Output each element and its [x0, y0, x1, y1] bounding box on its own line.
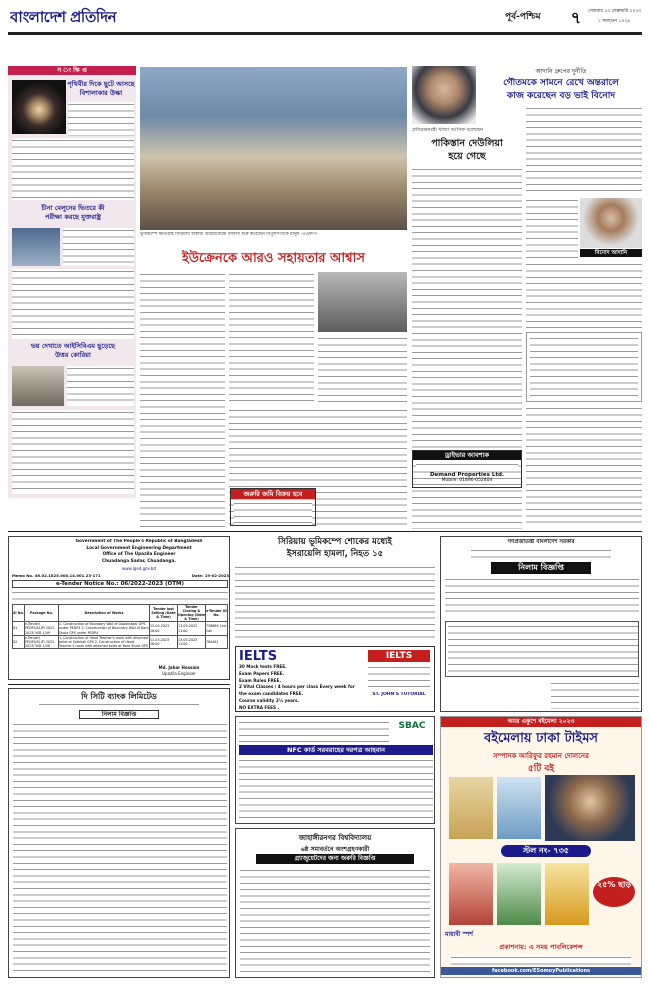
science-headline-1-b: বিশালাকার উল্কা [79, 89, 123, 97]
university-event: ৬ষ্ঠ সমাবর্তনে অংশগ্রহণকারী [300, 846, 370, 853]
sbac-title: NFC কার্ড সরবরাহের দরপত্র আহবান [239, 745, 433, 755]
book-ad-stall: স্টল নং- ৭৩৫ [501, 845, 591, 857]
syria-headline [235, 536, 435, 562]
missile-text [67, 366, 134, 406]
city-bank-notice [8, 688, 230, 978]
ukraine-headline: ইউক্রেনকে আরও সহায়তার আশ্বাস [182, 251, 365, 266]
adani-headline-a: গৌতমকে সামনে রেখে অন্তরালে [503, 78, 619, 88]
masthead-rule [8, 32, 642, 35]
city-bank-address [39, 702, 199, 708]
land-sale-title: জরুরি জমি বিক্রয় হবে [231, 489, 315, 499]
tender-title: e-Tender Notice No.: 06/2022-2023 (OTM) [12, 580, 228, 588]
driver-ad-company: Demand Properties Ltd. [429, 472, 504, 478]
science-headline-1-a: পৃথিবীর দিকে ছুটে আসছে [67, 80, 135, 88]
book-ad-count: ৫টি বই [527, 764, 555, 773]
syria-body [235, 565, 435, 643]
logo-text: বাংলাদেশ প্রতিদিন [10, 8, 117, 26]
tender-intro [12, 590, 228, 603]
city-bank-body [13, 722, 227, 974]
tender-cell: 1. Construction of Head Teacher's room with attached toilet at Satkhali GPS 2. Construction of Head Teacher's room with attached toilet at Boro Shola GPS [59, 635, 149, 648]
ielts-point: 2 Vital Classes / 4 hours per class Every week for the exam candidates FREE. [239, 684, 355, 697]
section-name: পূর্ব-পশ্চিম [505, 12, 541, 22]
book-ad-book-title: মায়াবী স্পর্শ [445, 931, 473, 938]
ukraine-body-2 [229, 272, 314, 402]
ielts-point: Exam Papers FREE. [239, 670, 285, 676]
ielts-side-text [368, 665, 430, 689]
ielts-points [239, 664, 364, 711]
land-sale-text [234, 501, 312, 525]
auction-title: নিলাম বিজ্ঞপ্তি [491, 562, 591, 574]
auction-table [445, 621, 639, 677]
tender-signer: Md. Jahar Hossain [158, 665, 200, 670]
syria-shelter-photo [140, 67, 407, 230]
book-ad-top: অমর একুশে বইমেলা ২০২৩ [441, 717, 641, 727]
ukraine-photo [318, 272, 407, 332]
adani-quote-text [530, 336, 638, 398]
book-cover-5 [545, 863, 589, 925]
balloon-text [63, 228, 134, 266]
book-ad-facebook[interactable]: facebook.com/ESomoyPublications [441, 967, 641, 975]
tender-col-description: Description of Works [59, 605, 150, 622]
university-name: জাহাঙ্গীরনগর বিশ্ববিদ্যালয় [298, 834, 372, 842]
tender-cell: 12-03-2023 16:00 [150, 635, 178, 648]
tender-cell: 01 [13, 622, 25, 635]
khawaja-asif-photo [412, 66, 476, 124]
city-bank-title: নিলাম বিজ্ঞপ্তি [79, 710, 159, 719]
adani-body-4 [526, 406, 642, 528]
photo-caption: ভূমিকম্পে ক্ষতিগ্রস্ত সিরিয়ায় অস্থায়ী আশ্রয়কেন্দ্রে বসবাস শুরু করেছেন বিপুলসংখ্যক মানুষ -এএফপি [140, 232, 317, 237]
adani-headline-b: কাজ করেছেন বড় ভাই বিনোদ [506, 91, 616, 101]
book-cover-2 [497, 777, 541, 839]
meteor-text-2 [12, 138, 134, 200]
tender-cell: 764461 [206, 635, 228, 648]
table-row [13, 635, 228, 648]
tender-col-sl: Sl No. [13, 605, 25, 622]
tender-gov-lines [49, 539, 229, 567]
adani-kicker: আদানি গ্রুপের দুর্নীতি [535, 68, 587, 75]
university-title: গ্র্যাজুয়েটদের জন্য জরুরি বিজ্ঞপ্তি [256, 854, 414, 864]
tender-table-header [13, 605, 228, 622]
book-cover-3 [449, 863, 493, 925]
pakistan-headline-top: প্রতিরক্ষামন্ত্রী খাজা আসিফ বলেছেন [412, 127, 484, 133]
book-ad-publisher: প্রকাশনায়: এ সময় পাবলিকেশন্স [499, 943, 583, 951]
science-headline-3-b: উত্তর কোরিয়া [55, 351, 91, 359]
book-cover-4 [497, 863, 541, 925]
table-row [13, 622, 228, 635]
pakistan-headline [412, 137, 522, 163]
tender-gov-line-1: Government of The People's Republic of Bangladesh [75, 539, 203, 544]
vinod-adani-photo [580, 198, 642, 248]
middle-divider [8, 684, 230, 685]
ukraine-body-1 [140, 272, 225, 527]
ielts-point: NO EXTRA FEES . [239, 704, 280, 710]
tender-gov-line-4: Chuadanga Sadar, Chuadanga. [101, 558, 177, 564]
science-headline-3 [12, 342, 134, 364]
meteor-text [68, 102, 134, 136]
tender-cell: e-Tender/ PEDP4/SLIP/ 2022-2023/ WD-1/48 [25, 635, 59, 648]
auction-org-sub [471, 548, 611, 560]
tender-date: Date: 19-02-2023 [191, 573, 229, 578]
land-sale-ad [230, 488, 316, 526]
vinod-adani-name: বিনোদ আদানি [580, 249, 642, 257]
tender-notice [8, 536, 230, 680]
tender-signer-title: Upazila Engineer [162, 671, 196, 676]
pakistan-headline-b: হয়ে গেছে [448, 151, 486, 162]
tender-table [12, 604, 228, 649]
adani-body-2 [526, 198, 578, 258]
auction-notice [440, 536, 642, 712]
masthead-date: সোমবার ১৩ ফেব্রুয়ারি ২০২৩ [588, 9, 642, 14]
auction-intro [445, 577, 639, 617]
pakistan-headline-a: পাকিস্তান দেউলিয়া [431, 138, 503, 149]
ielts-point: Course validity 2½ years. [239, 697, 300, 703]
science-headline-2 [12, 204, 134, 226]
adani-headline [480, 77, 642, 103]
missile-photo [12, 366, 64, 406]
tender-cell: 13-03-2023 11:00 [178, 622, 206, 635]
adani-quote-box [526, 332, 642, 402]
driver-ad-mobile: Mobile: 01896-052404 [441, 478, 493, 483]
book-ad-address [451, 955, 631, 965]
city-bank-name: দি সিটি ব্যাংক লিমিটেড [81, 692, 157, 701]
tender-cell: 02 [13, 635, 25, 648]
tender-gov-line-2: Local Government Engineering Department [86, 545, 192, 551]
driver-ad-text [416, 462, 518, 470]
sbac-body [239, 758, 433, 821]
ielts-point: Exam Rules FREE. [239, 677, 282, 683]
tender-website[interactable]: www.lged.gov.bd [121, 566, 157, 571]
syria-headline-a: সিরিয়ায় ভূমিকম্পে শোকের মধ্যেই [278, 537, 392, 547]
tender-col-closing: Tender Closing & Opening (Date & Time) [178, 605, 206, 622]
science-headline-1 [66, 80, 136, 100]
ukraine-body-3 [318, 336, 407, 402]
tender-cell: 12-03-2023 16:00 [150, 622, 178, 635]
tender-col-package: Package No. [25, 605, 59, 622]
tender-cell: 13-03-2023 11:00 [178, 635, 206, 648]
science-column [8, 66, 136, 498]
balloon-photo [12, 228, 60, 266]
science-headline-3-a: ভয় দেখাতে আইসিবিএম ছুড়েছে [30, 342, 116, 350]
auction-org: গণপ্রজাতন্ত্রী বাংলাদেশ সরকার [507, 539, 575, 545]
auction-table-body [448, 624, 638, 674]
ielts-ad [235, 646, 435, 712]
adani-body-3 [526, 262, 642, 328]
syria-headline-b: ইসরায়েলি হামলা, নিহত ১৫ [286, 549, 384, 559]
tender-col-id: e-Tender ID No. [206, 605, 228, 622]
book-ad-discount: ২৫% ছাড় [593, 877, 635, 907]
ielts-point: 30 Mock tests FREE. [239, 664, 287, 669]
masthead-logo [10, 6, 160, 28]
adani-body-1 [526, 106, 642, 196]
masthead-date-sub: ১ ফাল্গুন ১৪২৯ [598, 19, 631, 24]
missile-text-2 [12, 410, 134, 494]
science-strip: স ং ক্ষি প্ত [8, 66, 136, 75]
tender-cell: 758689 2nd Call [206, 622, 228, 635]
tender-col-selling: Tender last Selling (Date & Time) [150, 605, 178, 622]
meteor-photo [12, 80, 66, 134]
university-notice [235, 828, 435, 978]
tender-gov-line-3: Office of The Upazila Engineer [102, 552, 176, 557]
balloon-text-2 [12, 269, 134, 339]
science-headline-2-b: পরীক্ষা করছে যুক্তরাষ্ট্র [45, 213, 101, 221]
tender-cell: 1. Construction of Boundary Wall of Gopalnagar GPS under PEDP4 2. Construction of Boundary Wall of Baro Shola GPS under PEDP4 [59, 622, 149, 635]
science-headline-2-a: চীনা বেলুনের ভিতরে কী [41, 204, 105, 212]
book-cover-1 [449, 777, 493, 839]
book-fair-ad [440, 716, 642, 978]
tender-cell: e-Tender/ PEDP4/SLIP/ 2022-2023/ WD-1/49 [25, 622, 59, 635]
book-ad-sub: সম্পাদক আরিফুর রহমান দোলনের [493, 752, 589, 760]
driver-ad [412, 450, 522, 488]
auction-footer [551, 681, 639, 709]
masthead [0, 0, 650, 38]
page-number: ৭ [570, 8, 582, 27]
sbac-header-text [239, 720, 389, 742]
driver-ad-title: ড্রাইভার আবশ্যক [413, 451, 521, 460]
tender-memo: Memo No. 46.02.1825.000.14.001.23-171 [12, 573, 101, 578]
book-ad-headline: বইমেলায় ঢাকা টাইমস [483, 731, 598, 746]
ielts-title: IELTS [239, 649, 278, 663]
sbac-logo: SBAC [398, 721, 426, 731]
upper-divider [8, 531, 642, 532]
ielts-school: ST. JOHN'S TUTORIAL [372, 692, 426, 697]
university-body [240, 868, 430, 974]
ielts-badge: IELTS [368, 650, 430, 662]
sbac-notice [235, 716, 435, 824]
author-photo [545, 775, 635, 841]
